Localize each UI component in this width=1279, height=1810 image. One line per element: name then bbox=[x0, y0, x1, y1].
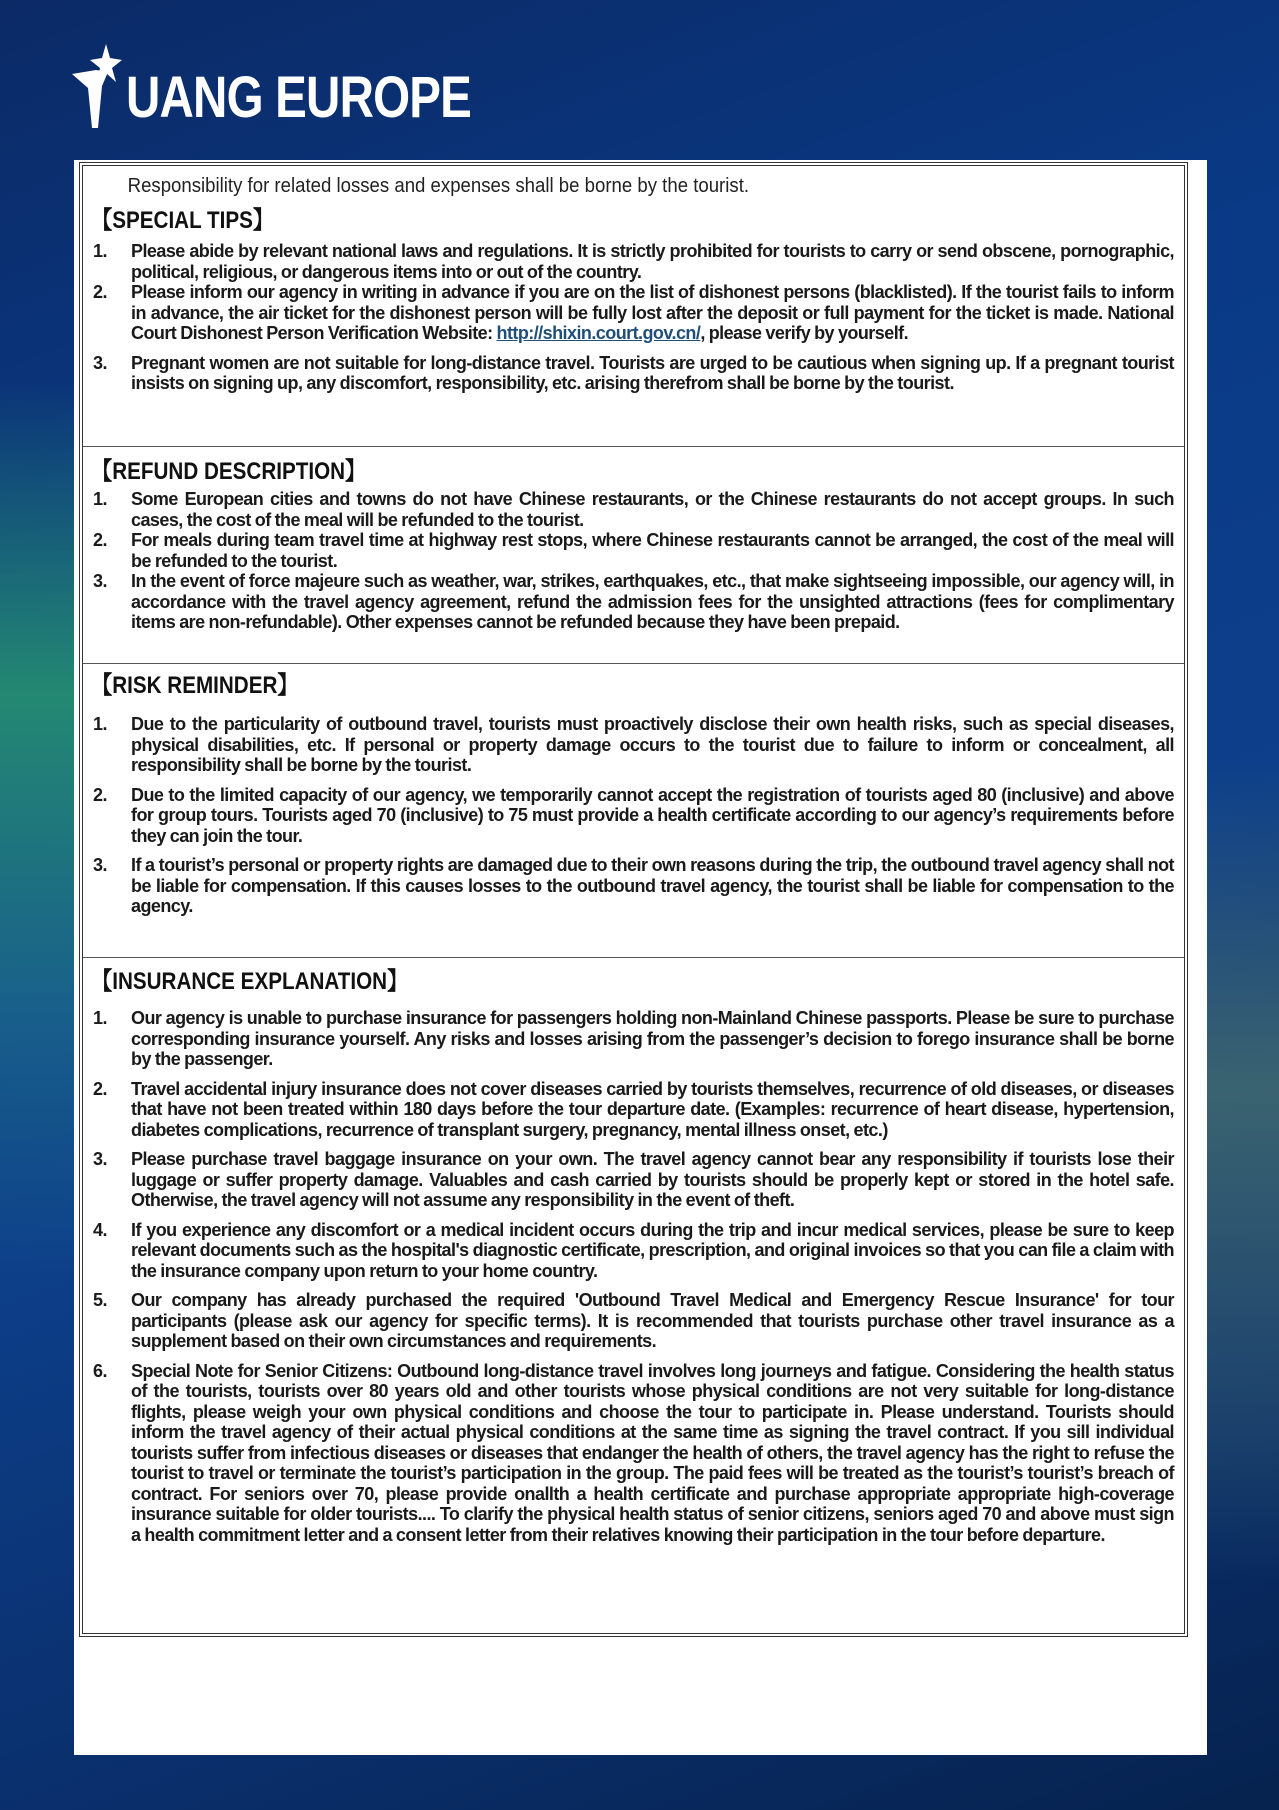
document-page bbox=[74, 160, 1207, 1755]
section-refund bbox=[83, 457, 1184, 664]
list-item: 2. Please inform our agency in writing in advance if you are on the list of dishonest persons (blacklisted). If the tourist fails to inform in advance, the air ticket for the dishonest person will be fully lost after the deposit or full payment for the ticket is made. National Court Dishonest Person Verification Website: http://shixin.court.gov.cn/, please verify by yourself. bbox=[93, 282, 1174, 343]
list-item: 3. In the event of force majeure such as weather, war, strikes, earthquakes, etc., that make sightseeing impossible, our agency will, in accordance with the travel agency agreement, refund the admission fees for the unsighted attractions (fees for complimentary items are non-refundable). Other expenses cannot be refunded because they have been prepaid. bbox=[93, 571, 1174, 632]
list-item: 1. Due to the particularity of outbound travel, tourists must proactively disclose their own health risks, such as special diseases, physical disabilities, etc. If personal or property damage occurs to the tourist due to failure to inform or concealment, all responsibility shall be borne by the tourist. bbox=[93, 714, 1174, 775]
star-plane-icon bbox=[72, 42, 124, 130]
list-item: 2. Travel accidental injury insurance does not cover diseases carried by tourists themselves, recurrence of old diseases, or diseases that have not been treated within 180 days before the tour departure date. (Examples: recurrence of heart disease, hypertension, diabetes complications, recurrence of transplant surgery, pregnancy, mental illness onset, etc.) bbox=[93, 1078, 1174, 1140]
intro-line: Responsibility for related losses and expenses shall be borne by the tourist. bbox=[127, 175, 750, 197]
refund-list bbox=[83, 489, 1184, 633]
risk-list bbox=[83, 714, 1184, 917]
list-item: 3. If a tourist’s personal or property rights are damaged due to their own reasons during the trip, the outbound travel agency shall not be liable for compensation. If this causes losses to the outbound travel agency, the tourist shall be liable for compensation to the agency. bbox=[93, 855, 1174, 916]
background-glow-right bbox=[1204, 760, 1279, 1580]
list-item: 1. Some European cities and towns do not have Chinese restaurants, or the Chinese restaurants do not accept groups. In such cases, the cost of the meal will be refunded to the tourist. bbox=[93, 489, 1174, 530]
heading-risk: 【RISK REMINDER】 bbox=[91, 672, 299, 699]
document-frame bbox=[79, 162, 1188, 1637]
brand-logo bbox=[72, 40, 547, 130]
heading-refund: 【REFUND DESCRIPTION】 bbox=[91, 458, 366, 485]
heading-special-tips: 【SPECIAL TIPS】 bbox=[91, 207, 274, 234]
list-item: 6. Special Note for Senior Citizens: Outbound long-distance travel involves long journeys and fatigue. Considering the health status of the tourists, tourists over 80 years old and other tourists whose physical conditions are not very suitable for long-distance flights, please weigh your own physical conditions and choose the tour to participate in. Please understand. Tourists should inform the travel agency of their actual physical conditions at the same time as signing the travel contract. If you sill individual tourists suffer from infectious diseases or diseases that endanger the health of others, the travel agency has the right to refuse the tourist to travel or terminate the tourist’s participation in the group. The paid fees will be treated as the tourist’s tourist’s breach of contract. For seniors over 70, please provide onallth a health certificate and purchase appropriate appropriate high-coverage insurance suitable for older tourists.... To clarify the physical health status of senior citizens, seniors aged 70 and above must sign a health commitment letter and a consent letter from their relatives knowing their participation in the tour before departure. bbox=[93, 1360, 1174, 1545]
section-insurance bbox=[83, 967, 1184, 1545]
brand-name: UANG EUROPE bbox=[126, 65, 472, 130]
list-item: 1. Our agency is unable to purchase insurance for passengers holding non-Mainland Chinese passports. Please be sure to purchase corresponding insurance yourself. Any risks and losses arising from the passenger’s decision to forego insurance shall be borne by the passenger. bbox=[93, 1008, 1174, 1069]
list-item: 1. Please abide by relevant national laws and regulations. It is strictly prohibited for tourists to carry or send obscene, pornographic, political, religious, or dangerous items into or out of the country. bbox=[93, 241, 1174, 282]
section-risk bbox=[83, 671, 1184, 958]
verification-website-link[interactable]: http://shixin.court.gov.cn/ bbox=[496, 323, 701, 343]
heading-insurance: 【INSURANCE EXPLANATION】 bbox=[91, 968, 408, 995]
section-special-tips bbox=[83, 166, 1184, 447]
list-item: 3. Please purchase travel baggage insurance on your own. The travel agency cannot bear any responsibility if tourists lose their luggage or suffer property damage. Valuables and cash carried by tourists should be properly kept or stored in the hotel safe. Otherwise, the travel agency will not assume any responsibility in the event of theft. bbox=[93, 1149, 1174, 1210]
list-item: 2. For meals during team travel time at highway rest stops, where Chinese restaurants cannot be arranged, the cost of the meal will be refunded to the tourist. bbox=[93, 530, 1174, 571]
special-tips-list bbox=[83, 241, 1184, 394]
list-item: 2. Due to the limited capacity of our agency, we temporarily cannot accept the registration of tourists aged 80 (inclusive) and above for group tours. Tourists aged 70 (inclusive) to 75 must provide a health certificate according to our agency’s requirements before they can join the tour. bbox=[93, 784, 1174, 846]
list-item: 3. Pregnant women are not suitable for long-distance travel. Tourists are urged to be cautious when signing up. If a pregnant tourist insists on signing up, any discomfort, responsibility, etc. arising therefrom shall be borne by the tourist. bbox=[93, 352, 1174, 393]
list-item: 5. Our company has already purchased the required 'Outbound Travel Medical and Emergency Rescue Insurance' for tour participants (please ask our agency for specific terms). It is recommended that tourists purchase other travel insurance as a supplement based on their own circumstances and requirements. bbox=[93, 1290, 1174, 1351]
insurance-list bbox=[83, 1008, 1184, 1545]
list-item: 4. If you experience any discomfort or a medical incident occurs during the trip and incur medical services, please be sure to keep relevant documents such as the hospital's diagnostic certificate, prescription, and original invoices so that you can file a claim with the insurance company upon return to your home country. bbox=[93, 1219, 1174, 1281]
